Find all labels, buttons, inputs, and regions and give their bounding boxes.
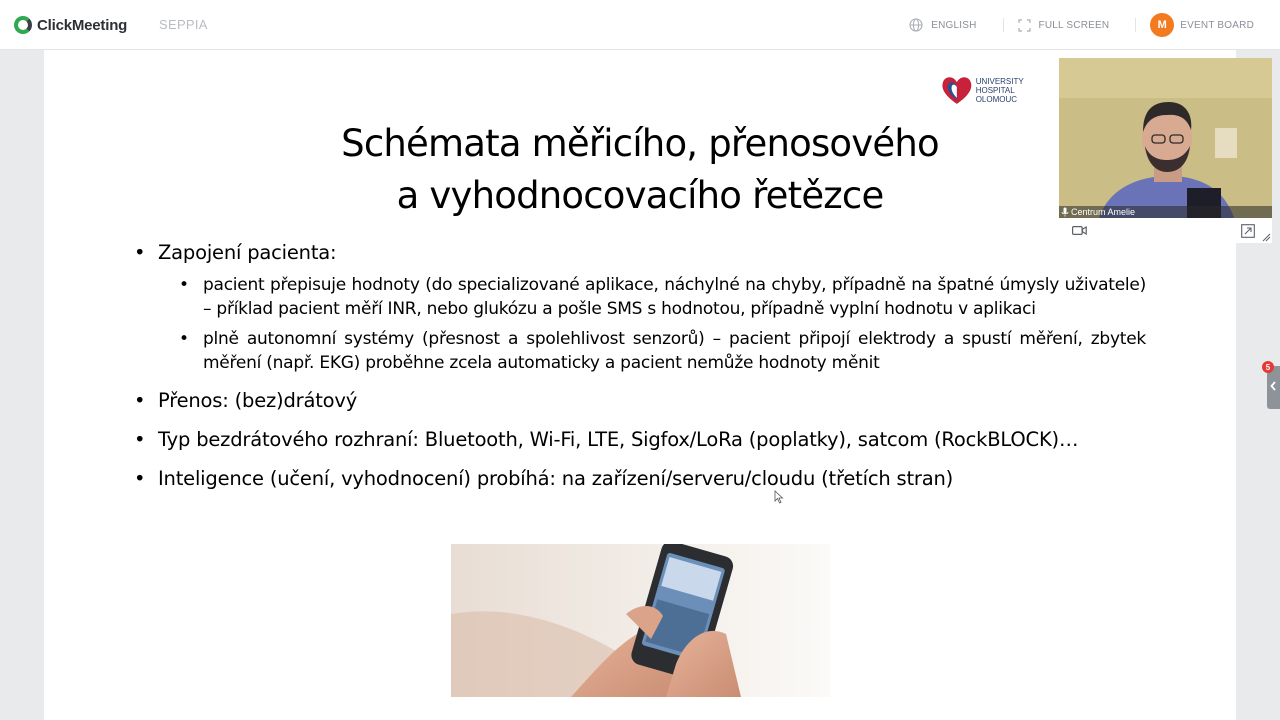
language-button[interactable] <box>909 18 976 32</box>
hospital-logo-line1: UNIVERSITY HOSPITAL <box>975 76 1024 95</box>
presenter-video <box>1059 58 1272 218</box>
clickmeeting-logo-icon <box>14 16 32 34</box>
unread-badge: 5 <box>1262 361 1274 373</box>
bullet-item: • Zapojení pacienta: <box>134 240 1146 266</box>
heart-logo-icon <box>940 73 974 107</box>
mouse-cursor-icon <box>774 490 784 504</box>
presentation-slide <box>44 50 1236 720</box>
top-actions <box>881 13 1254 37</box>
smartphone-photo <box>451 544 830 697</box>
app-name: ClickMeeting <box>37 16 128 34</box>
fullscreen-button[interactable] <box>1018 19 1110 32</box>
sub-bullet-item: • pacient přepisuje hodnoty (do specializované aplikace, náchylné na chyby, případně na špatné úmysly uživatele) – příklad pacient měří INR, nebo glukózu a pošle SMS s hodnotou, případně vyplní hodnotu v aplikaci <box>134 273 1146 321</box>
fullscreen-icon <box>1018 19 1031 32</box>
bullet-list <box>134 240 1146 492</box>
event-name: SEPPIA <box>159 17 208 32</box>
slide-title-line2: a vyhodnocovacího řetězce <box>396 174 884 217</box>
bullet-item: • Inteligence (učení, vyhodnocení) probíhá: na zařízení/serveru/cloudu (třetích stran) <box>134 466 1146 492</box>
event-board-label: EVENT BOARD <box>1180 19 1254 31</box>
user-avatar[interactable]: M <box>1150 13 1174 37</box>
globe-icon <box>909 18 923 32</box>
bullet-item: • Typ bezdrátového rozhraní: Bluetooth, Wi-Fi, LTE, Sigfox/LoRa (poplatky), satcom (RockBLOCK)… <box>134 427 1146 453</box>
top-bar <box>0 0 1280 50</box>
sub-bullet-item: • plně autonomní systémy (přesnost a spolehlivost senzorů) – pacient připojí elektrody a spustí měření, zbytek měření (např. EKG) proběhne zcela automaticky a pacient nemůže hodnoty měnit <box>134 327 1146 375</box>
webcam-controls <box>1059 218 1272 243</box>
slide-title-line1: Schémata měřicího, přenosového <box>341 122 939 165</box>
divider <box>1135 18 1136 32</box>
fullscreen-label: FULL SCREEN <box>1038 19 1110 31</box>
divider <box>1003 18 1004 32</box>
hospital-logo-line2: OLOMOUC <box>975 94 1018 104</box>
language-label: ENGLISH <box>931 19 977 31</box>
resize-handle-icon[interactable] <box>1262 233 1271 242</box>
bullet-item: • Přenos: (bez)drátový <box>134 388 1146 414</box>
hands-holding-phone-image <box>451 544 830 697</box>
camera-icon[interactable] <box>1072 225 1087 236</box>
clickmeeting-logo[interactable] <box>14 14 127 36</box>
presenter-name-bar <box>1059 206 1272 218</box>
university-hospital-logo <box>940 72 1064 108</box>
presenter-webcam[interactable] <box>1059 58 1272 243</box>
event-board-button[interactable] <box>1150 13 1254 37</box>
microphone-icon <box>1061 207 1069 217</box>
hospital-logo-text <box>976 77 1064 104</box>
expand-icon[interactable] <box>1241 224 1255 238</box>
slide-title <box>44 118 1236 222</box>
presenter-name: Centrum Amelie <box>1071 207 1136 217</box>
